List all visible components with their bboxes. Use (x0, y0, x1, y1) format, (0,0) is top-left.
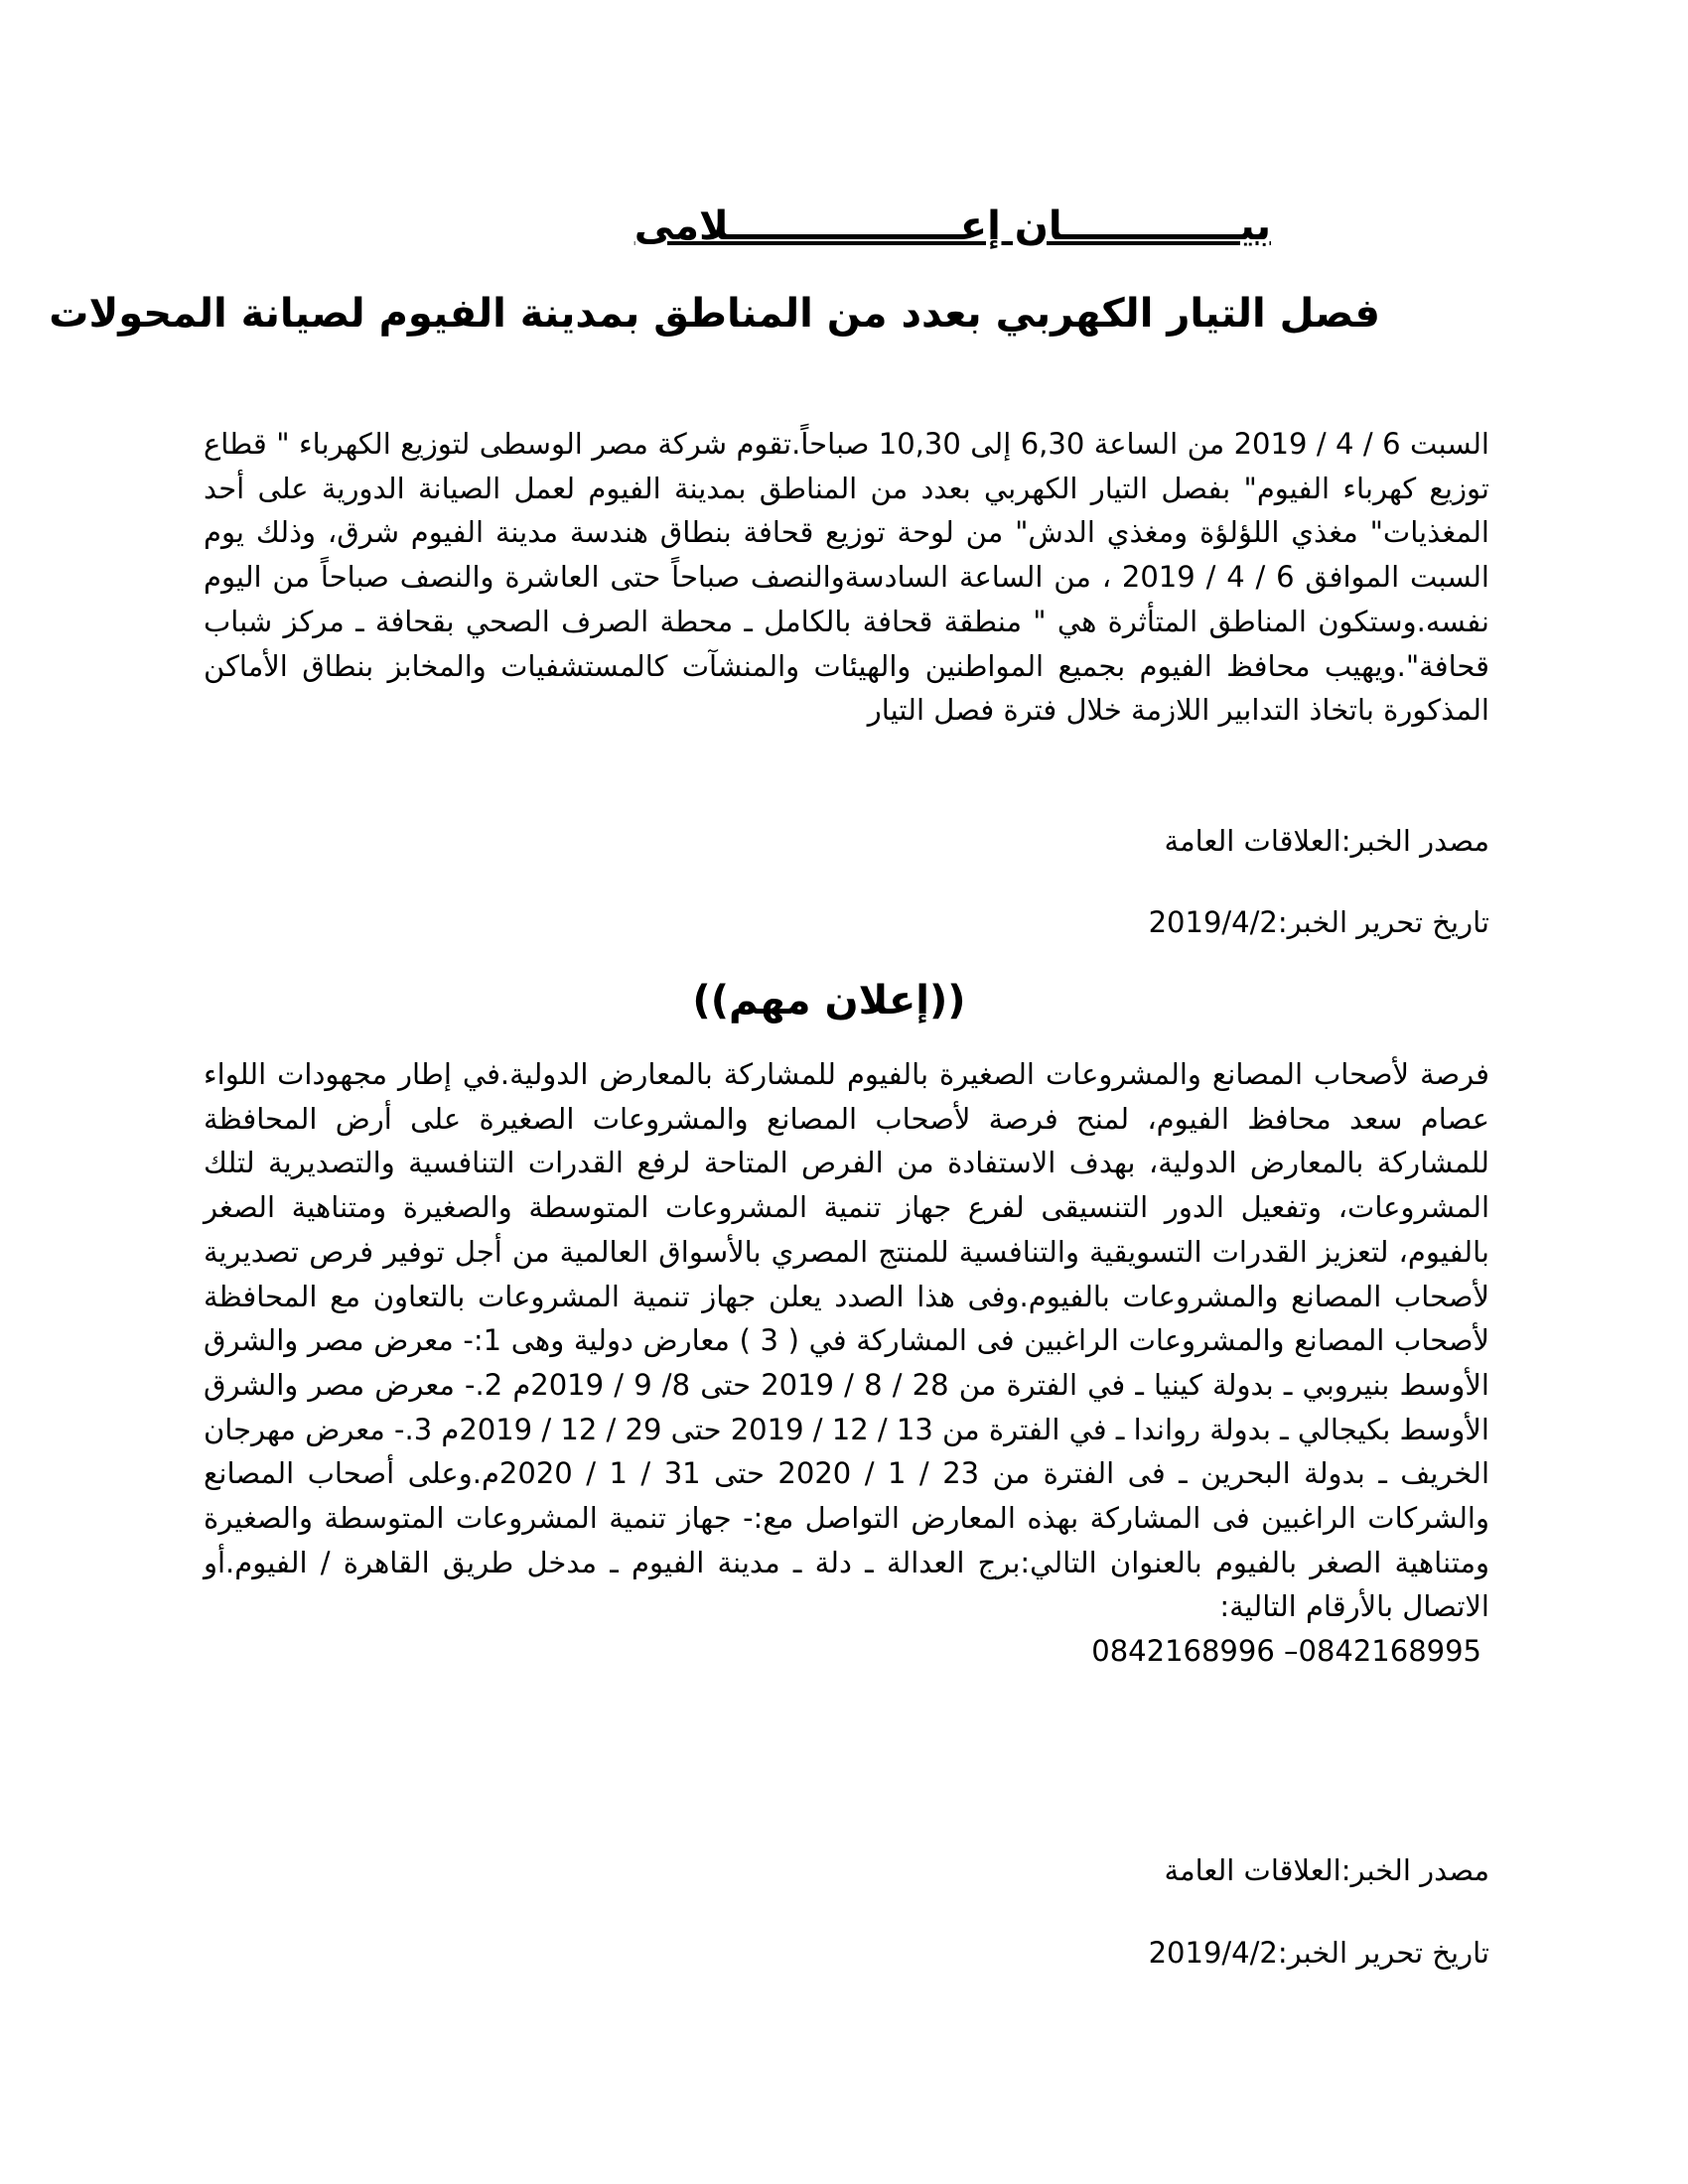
document-title: بيـــــــــــــان إعـــــــــــــــــلامى (633, 204, 1271, 249)
news-source: مصدر الخبر:العلاقات العامة (1164, 824, 1489, 858)
news-source-2: مصدر الخبر:العلاقات العامة (1164, 1853, 1489, 1887)
paragraph-exhibitions-text: فرصة لأصحاب المصانع والمشروعات الصغيرة بالفيوم للمشاركة بالمعارض الدولية.في إطار مجهودات اللواء عصام سعد محافظ الفيوم، لمنح فرصة لأصحاب المصانع والمشروعات الصغيرة على أرض المحافظة للمشاركة بالمعارض الدولية، بهدف الاستفادة من الفرص المتاحة لرفع القدرات التنافسية والتصديرية لتلك المشروعات، وتفعيل الدور التنسيقى لفرع جهاز تنمية المشروعات المتوسطة والصغيرة ومتناهية الصغر بالفيوم، لتعزيز القدرات التسويقية والتنافسية للمنتج المصري بالأسواق العالمية من أجل توفير فرص تصديرية لأصحاب المصانع والمشروعات بالفيوم.وفى هذا الصدد يعلن جهاز تنمية المشروعات بالتعاون مع المحافظة لأصحاب المصانع والمشروعات الراغبين فى المشاركة في ( 3 ) معارض دولية وهى 1:- معرض مصر والشرق الأوسط بنيروبي ـ بدولة كينيا ـ في الفترة من 28 / 8 / 2019 حتى 8/ 9 / 2019م 2.- معرض مصر والشرق الأوسط بكيجالي ـ بدولة رواندا ـ في الفترة من 13 / 12 / 2019 حتى 29 / 12 / 2019م 3.- معرض مهرجان الخريف ـ بدولة البحرين ـ فى الفترة من 23 / 1 / 2020 حتى 31 / 1 / 2020م.وعلى أصحاب المصانع والشركات الراغبين فى المشاركة بهذه المعارض التواصل مع:- جهاز تنمية المشروعات المتوسطة والصغيرة ومتناهية الصغر بالفيوم بالعنوان التالي:برج العدالة ـ دلة ـ مدينة الفيوم ـ مدخل طريق القاهرة / الفيوم.أو الاتصال بالأرقام التالية: (204, 1057, 1490, 1624)
document-subtitle: فصل التيار الكهربي بعدد من المناطق بمدينة الفيوم لصيانة المحولات (49, 291, 1380, 337)
news-date-2: تاريخ تحرير الخبر:2019/4/2 (1148, 1936, 1489, 1970)
paragraph-power-outage: السبت 6 / 4 / 2019 من الساعة 6,30 إلى 10,30 صباحاً.تقوم شركة مصر الوسطى لتوزيع الكهرباء " قطاع توزيع كهرباء الفيوم" بفصل التيار الكهربي بعدد من المناطق بمدينة الفيوم لعمل الصيانة الدورية على أحد المغذيات" مغذي اللؤلؤة ومغذي الدش" من لوحة توزيع قحافة بنطاق هندسة مدينة الفيوم شرق، وذلك يوم السبت الموافق 6 / 4 / 2019 ، من الساعة السادسةوالنصف صباحاً حتى العاشرة والنصف صباحاً من اليوم نفسه.وستكون المناطق المتأثرة هي " منطقة قحافة بالكامل ـ محطة الصرف الصحي بقحافة ـ مركز شباب قحافة".ويهيب محافظ الفيوم بجميع المواطنين والهيئات والمنشآت كالمستشفيات والمخابز بنطاق الأماكن المذكورة باتخاذ التدابير اللازمة خلال فترة فصل التيار (204, 427, 1489, 728)
paragraph-exhibitions (204, 1052, 1489, 1674)
news-date: تاريخ تحرير الخبر:2019/4/2 (1148, 905, 1489, 939)
phone-numbers: 0842168996 –0842168995 (1091, 1634, 1481, 1669)
announcement-title: ((إعلان مهم)) (692, 978, 966, 1024)
